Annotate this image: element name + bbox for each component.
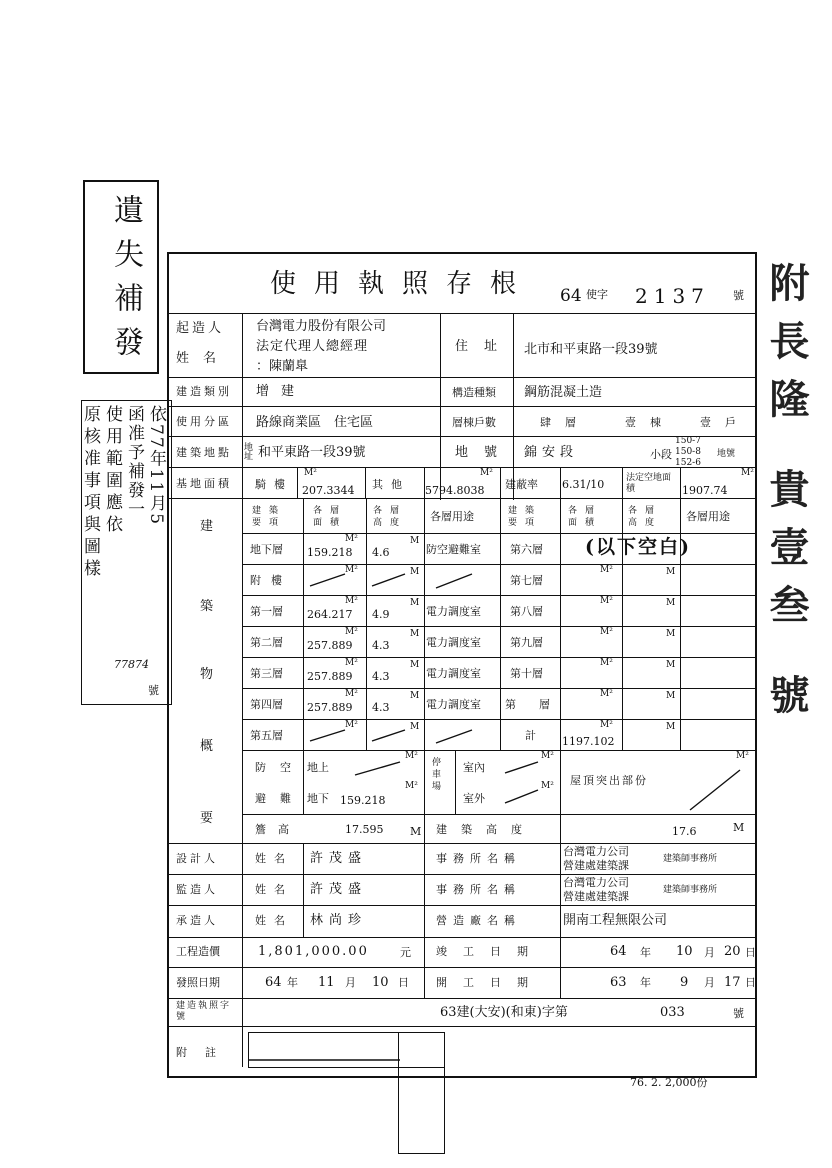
contractor-label: 承造人 [176,914,218,927]
designer-name-label: 姓名 [255,852,293,865]
buildings-count: 壹棟 [625,416,675,429]
designer-office-label: 事務所名稱 [436,852,521,865]
side-stamp: 附長隆 貴壹叁 號 [763,262,810,732]
lf3-name: 第二層 [250,636,283,649]
supervisor-office-label: 事務所名稱 [436,883,521,896]
cost-value: 1,801,000.00 [258,944,369,959]
shelter-below-value: 159.218 [340,794,386,807]
unit-m-lf3: M [410,629,420,639]
hdr-height-left: 各層高度 [373,506,408,528]
applicant-label: 起造人 [176,321,225,336]
building-side-5: 要 [200,811,214,826]
start-day-label: 日 [745,976,756,989]
lf6-name: 第五層 [250,729,283,742]
issue-label: 發照日期 [176,976,220,989]
lf2-name: 第一層 [250,605,283,618]
note-col3: 使用範圍應依 [102,405,122,537]
done-day-label: 日 [745,946,756,959]
lot-subsection: 小段 [650,448,672,461]
eave-value: 17.595 [345,823,384,836]
rf6-name: 計 [525,729,536,742]
eave-unit: M [410,825,422,838]
unit-m-rf6: M [666,722,676,732]
other-label: 其他 [372,478,410,491]
start-label: 開工日期 [436,976,544,989]
rf1-name: 第七層 [510,574,543,587]
note-ref: 77874 [114,658,149,671]
lf3-use: 電力調度室 [426,636,481,649]
shelter-label-full [246,752,282,761]
reissue-note-box [81,400,172,705]
unit-m-lf5: M [410,691,420,701]
struct-label: 構造種類 [452,386,496,399]
units-count: 壹戶 [700,416,750,429]
start-y: 63 [610,975,627,990]
permit-row-hao: 號 [733,1007,744,1020]
address-label: 住址 [455,339,514,354]
applicant-name-label: 姓名 [176,351,231,366]
note-col4: 原核准事項與圖樣 [80,405,100,581]
type-label: 建造類別 [176,385,232,398]
designer-name: 許茂盛 [310,851,368,866]
lot-number-1: 150-7 [675,436,701,446]
lot-number-2: 150-8 [675,447,701,457]
unit-m2-lf2: M² [345,596,358,606]
permit-word: 使字 [586,288,608,301]
rf0-name: 第六層 [510,543,543,556]
shelter-below-unit: M² [405,781,418,791]
hdr-use-left: 各層用途 [430,510,474,523]
note-col1: 依77年11月5 [146,405,166,527]
start-year-label: 年 [640,976,651,989]
shelter-below: 地下 [307,792,329,805]
issue-d: 10 [372,975,389,990]
hdr-item-right: 建築要項 [508,506,543,528]
unit-m2-lf0: M² [345,534,358,544]
rf4-name: 第十層 [510,667,543,680]
hdr-area-left: 各層面積 [313,506,348,528]
designer-label: 設計人 [176,852,218,865]
applicant-line3: ：陳蘭臯 [256,359,309,374]
handwritten-note: (以下空白) [585,536,691,558]
done-d: 20 [724,944,741,959]
lf4-name: 第三層 [250,667,283,680]
lf0-area: 159.218 [307,546,353,559]
supervisor-office-suffix: 建築師事務所 [663,885,718,895]
contractor-name-label: 姓名 [255,914,293,927]
lf4-height: 4.3 [372,670,390,683]
permit-number: 2137 [635,284,710,308]
supervisor-name-label: 姓名 [255,883,293,896]
lf5-name: 第四層 [250,698,283,711]
parking-indoor-unit: M² [541,751,554,761]
issue-y: 64 [265,975,282,990]
done-label: 竣工日期 [436,945,544,958]
lf2-use: 電力調度室 [426,605,481,618]
unit-m2-lf3: M² [345,627,358,637]
start-d: 17 [724,975,741,990]
contractor-name: 林尚珍 [310,913,368,928]
unit-m2-rf3: M² [600,627,613,637]
lot-label: 地號 [455,445,514,460]
lf1-name: 附樓 [250,574,292,587]
annex-unit: M² [304,468,317,478]
lf4-area: 257.889 [307,670,353,683]
unit-m-lf6: M [410,722,420,732]
shelter-label-1: 防空 [255,761,305,774]
annex-label: 騎樓 [255,478,293,491]
rf3-name: 第九層 [510,636,543,649]
lot-number-3: 152-6 [675,458,701,468]
area-label: 基地面積 [176,477,232,490]
type-value: 增建 [256,384,307,399]
applicant-line1: 台灣電力股份有限公司 [256,319,387,334]
note-hao: 號 [148,684,159,697]
lost-reissue-stamp [83,180,159,374]
hdr-item-left: 建築要項 [252,506,287,528]
bh-label: 建築高度 [436,823,536,836]
annex-value: 207.3344 [302,484,355,497]
zone-label: 使用分區 [176,415,232,428]
permit-row-label: 建造執照字號 [176,1001,232,1022]
contractor-company: 開南工程無限公司 [563,913,668,928]
zone-value: 路線商業區 住宅區 [256,415,374,430]
roof-unit: M² [736,751,749,761]
rf5-name: 第 層 [505,698,556,711]
unit-m-lf0: M [410,536,420,546]
open-label: 法定空地面積 [626,473,672,494]
issue-month-label: 月 [345,976,356,989]
cost-unit: 元 [400,946,411,959]
supervisor-office-2: 營建處建築課 [563,890,629,903]
unit-m2-rf2: M² [600,596,613,606]
designer-office-suffix: 建築師事務所 [663,854,718,864]
building-side-4: 概 [200,739,214,754]
unit-m2-lf4: M² [345,658,358,668]
parking-indoor: 室內 [463,761,485,774]
coverage-label: 建蔽率 [505,478,538,491]
note-label: 附註 [176,1046,234,1059]
supervisor-name: 許茂盛 [310,882,368,897]
cost-label: 工程造價 [176,945,220,958]
shelter-above: 地上 [307,761,329,774]
site-label: 建築地點 [176,446,232,459]
footer-print: 76. 2. 2,000份 [630,1076,708,1089]
shelter-above-unit: M² [405,751,418,761]
lf2-height: 4.9 [372,608,390,621]
applicant-line2: 法定代理人總經理 [256,339,369,354]
lf5-height: 4.3 [372,701,390,714]
done-year-label: 年 [640,946,651,959]
struct-value: 鋼筋混凝土造 [524,385,603,400]
unit-m-lf1: M [410,567,420,577]
lf3-area: 257.889 [307,639,353,652]
other-unit: M² [480,468,493,478]
hdr-use-right: 各層用途 [686,510,730,523]
lf4-use: 電力調度室 [426,667,481,680]
unit-m-lf4: M [410,660,420,670]
open-value: 1907.74 [682,484,728,497]
unit-m2-lf5: M² [345,689,358,699]
unit-m-rf4: M [666,660,676,670]
permit-year: 64 [560,286,582,306]
permit-row-value: 63建(大安)(和東)字第 [440,1005,568,1020]
contractor-company-label: 營造廠名稱 [436,914,521,927]
lf0-height: 4.6 [372,546,390,559]
unit-m-rf5: M [666,691,676,701]
building-side-1: 建 [200,519,214,534]
bh-unit: M [733,821,745,834]
open-unit: M² [741,468,754,478]
note-attached-stamp-2 [398,1032,445,1154]
lf0-name: 地下層 [250,543,283,556]
roof-label: 屋頂突出部份 [570,774,648,787]
unit-m2-rf4: M² [600,658,613,668]
floors-count: 肆層 [540,416,590,429]
unit-m-rf2: M [666,598,676,608]
building-side-3: 物 [200,667,214,682]
start-m: 9 [680,975,689,990]
site-address: 和平東路一段39號 [258,445,366,460]
hdr-area-right: 各層面積 [568,506,603,528]
lf0-use: 防空避難室 [426,543,481,556]
floors-label: 層棟戶數 [452,416,496,429]
unit-m2-lf1: M² [345,565,358,575]
done-m: 10 [676,944,693,959]
supervisor-label: 監造人 [176,883,218,896]
lot-district: 錦安段 [524,445,579,460]
lot-suffix: 地號 [717,449,736,459]
lf5-use: 電力調度室 [426,698,481,711]
hdr-height-right: 各層高度 [628,506,663,528]
unit-m2-rf5: M² [600,689,613,699]
unit-m2-rf1: M² [600,565,613,575]
issue-year-label: 年 [287,976,298,989]
permit-hao: 號 [733,289,744,302]
shelter-label-2: 避難 [255,792,305,805]
unit-m2-lf6: M² [345,720,358,730]
applicant-address: 北市和平東路一段39號 [524,342,658,357]
permit-row-num: 033 [660,1005,685,1020]
supervisor-office-1: 台灣電力公司 [563,876,629,889]
coverage-value: 6.31/10 [562,478,605,491]
lf5-area: 257.889 [307,701,353,714]
parking-label: 停車場 [432,758,442,792]
done-y: 64 [610,944,627,959]
issue-day-label: 日 [398,976,409,989]
designer-office-2: 營建處建築課 [563,859,629,872]
lf2-area: 264.217 [307,608,353,621]
unit-m2-rf6: M² [600,720,613,730]
rf2-name: 第八層 [510,605,543,618]
eave-label: 簷高 [255,823,301,836]
page-title: 使用執照存根 [270,269,535,299]
rf6-area: 1197.102 [562,735,615,748]
parking-outdoor-unit: M² [541,781,554,791]
lf3-height: 4.3 [372,639,390,652]
building-side-2: 築 [200,599,214,614]
designer-office-1: 台灣電力公司 [563,845,629,858]
other-value: 5794.8038 [425,484,485,497]
unit-m-rf1: M [666,567,676,577]
unit-m-rf3: M [666,629,676,639]
done-month-label: 月 [704,946,715,959]
issue-m: 11 [318,975,335,990]
parking-outdoor: 室外 [463,792,485,805]
site-small-label: 地址 [244,443,254,462]
note-col2: 函准予補發一 [124,405,144,519]
start-month-label: 月 [704,976,715,989]
unit-m-lf2: M [410,598,420,608]
lost-reissue-text: 遺失補發 [108,194,143,370]
bh-value: 17.6 [672,825,697,838]
